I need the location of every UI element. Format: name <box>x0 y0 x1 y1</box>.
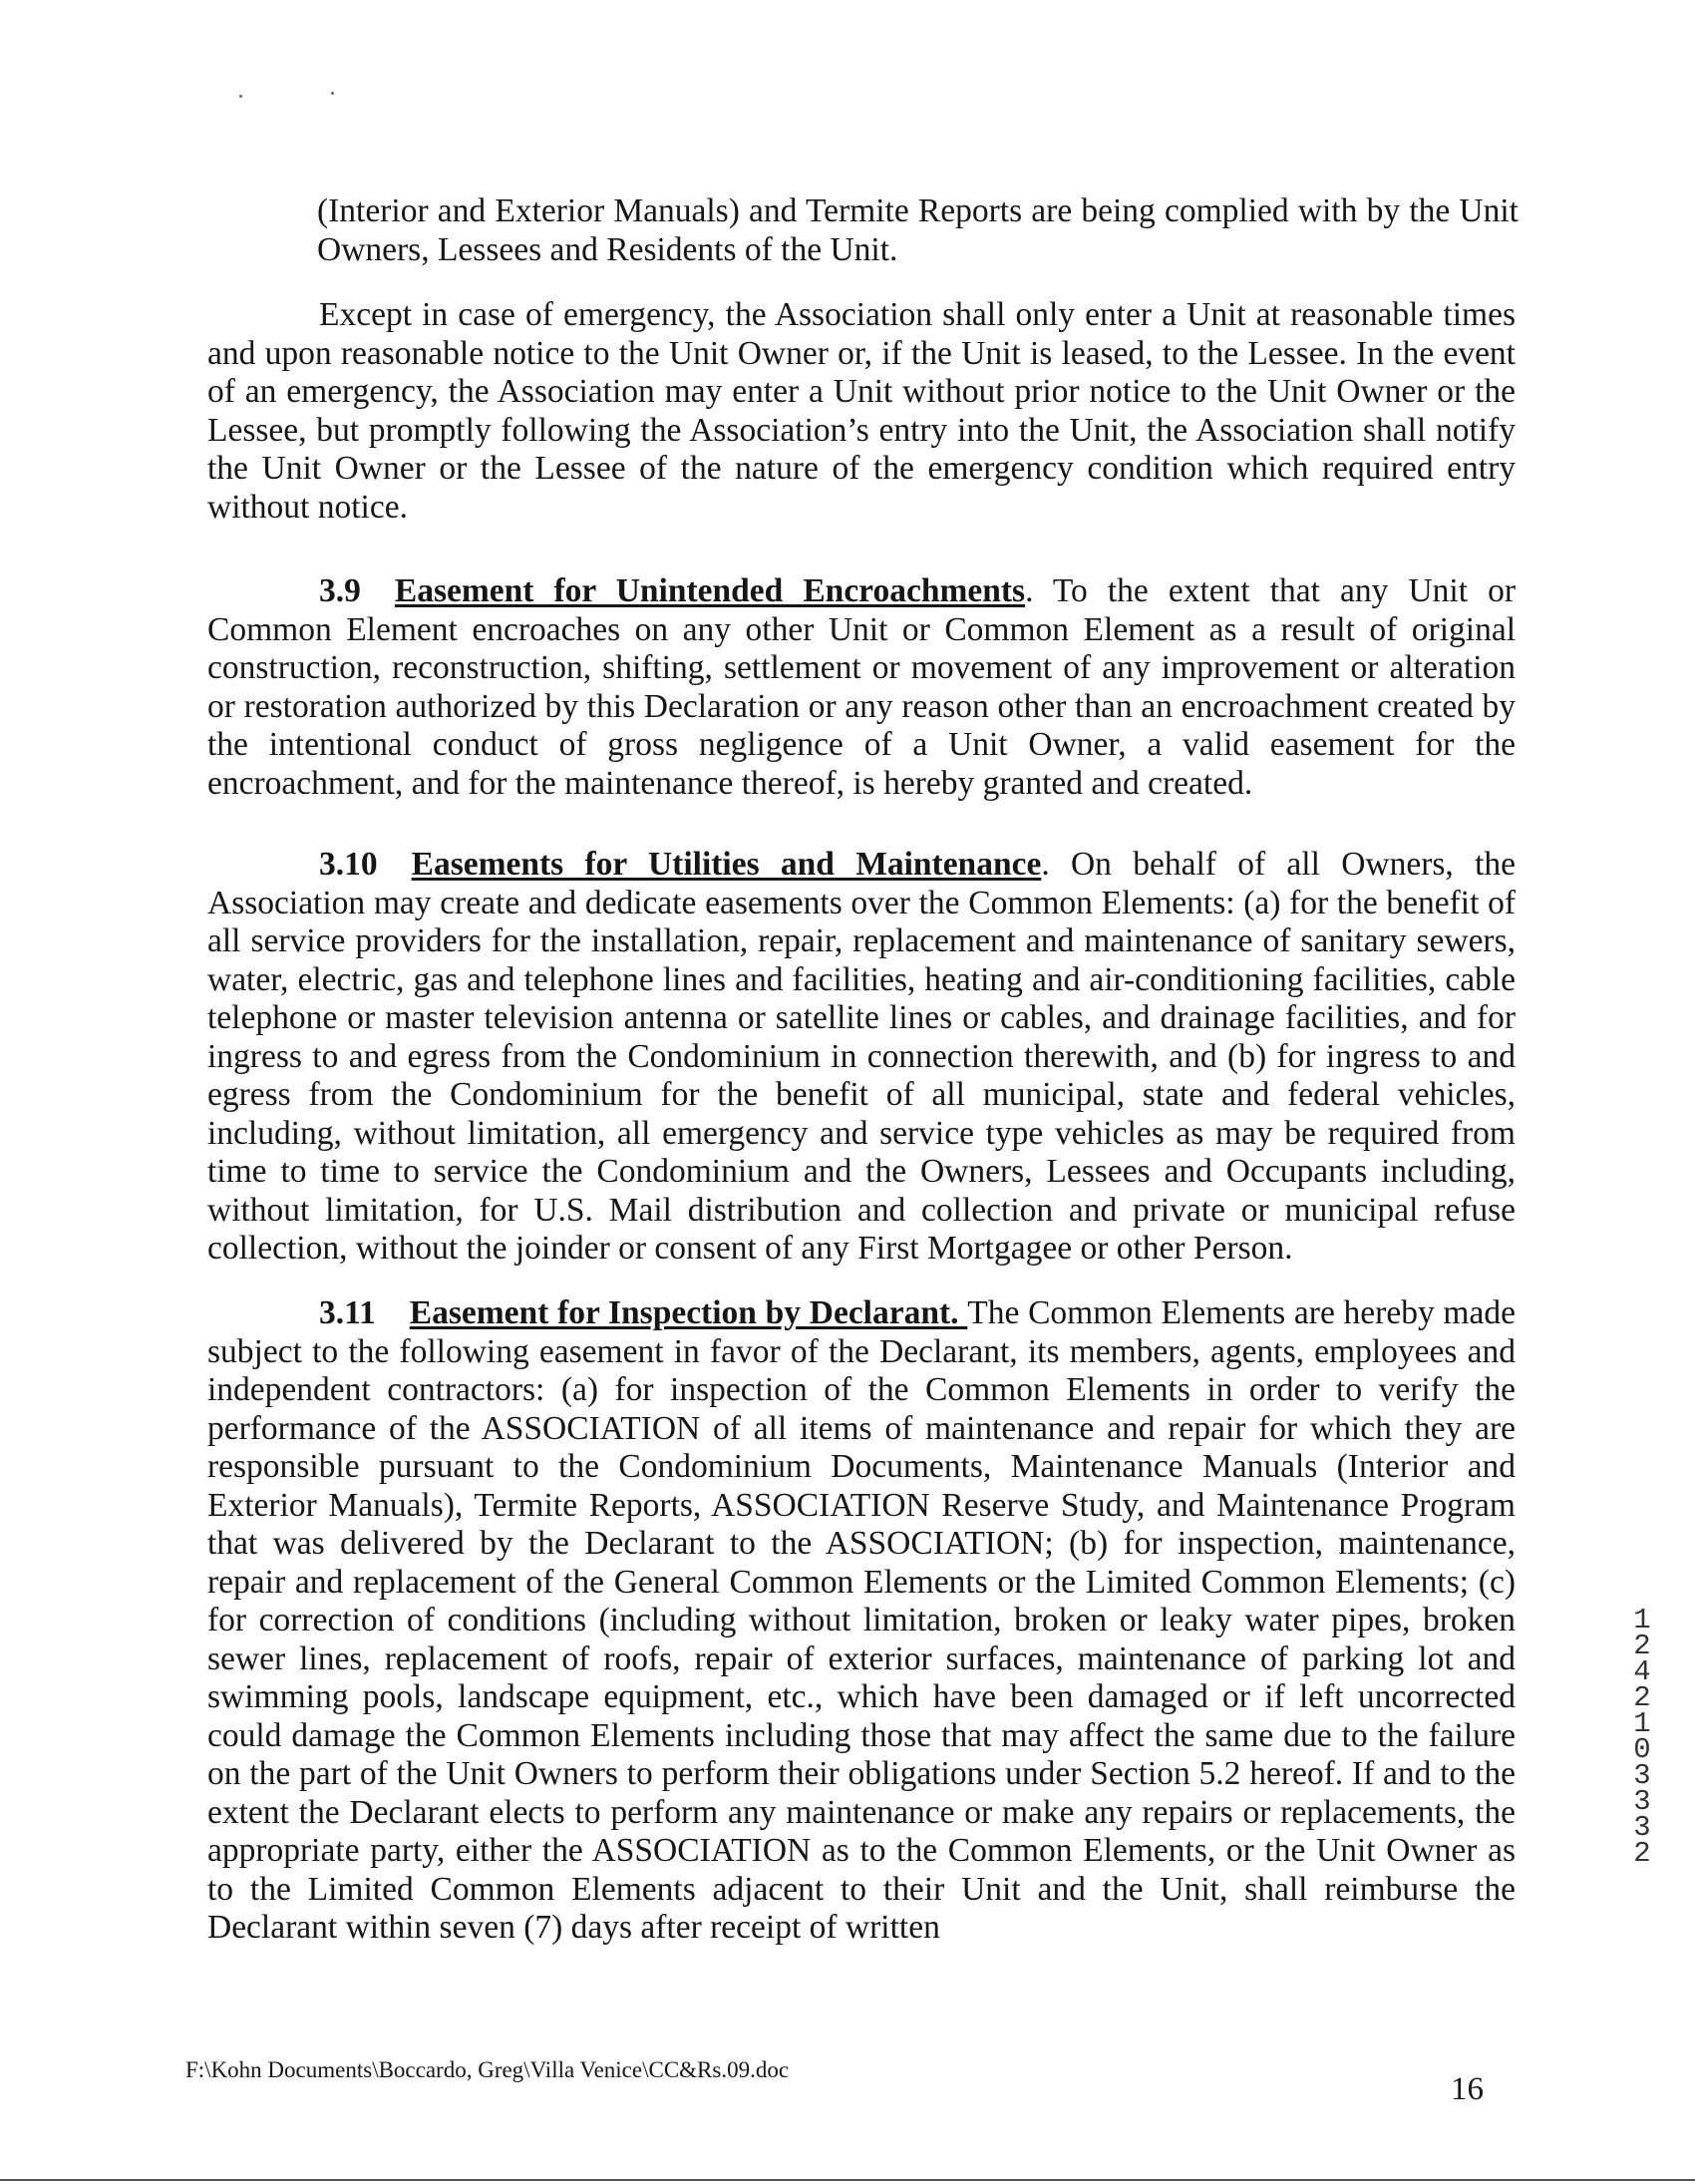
section-number: 3.10 <box>319 846 378 883</box>
section-body: . To the extent that any Unit or Common Element encroaches on any other Unit or Common Element as a result of original construction, reconstruction, shifting, settlement or movement of any improvement or alteration or restoration authorized by this Declaration or any reason other than an encroachment created by the intentional conduct of gross negligence of a Unit Owner, a valid easement for the encroachment, and for the maintenance thereof, is hereby granted and created. <box>207 572 1516 802</box>
side-stamp: 1242103332 <box>1633 1604 1651 1870</box>
section-number: 3.11 <box>319 1294 376 1331</box>
scan-speck <box>331 92 334 95</box>
section-3-9 <box>207 572 1516 803</box>
section-title: Easement for Inspection by Declarant. <box>409 1294 968 1331</box>
section-number: 3.9 <box>319 572 361 609</box>
scan-speck <box>239 95 242 98</box>
section-title: Easement for Unintended Encroachments <box>394 572 1026 609</box>
scan-edge-rule <box>0 2179 1695 2181</box>
page-number: 16 <box>1451 2071 1484 2107</box>
section-body: . On behalf of all Owners, the Association may create and dedicate easements over the Common Elements: (a) for the benefit of all service providers for the installation, repair, replacement and maintenance of sanitary sewers, water, electric, gas and telephone lines and facilities, heating and air-conditioning facilities, cable telephone or master television antenna or satellite lines or cables, and drainage facilities, and for ingress to and egress from the Condominium in connection therewith, and (b) for ingress to and egress from the Condominium for the benefit of all municipal, state and federal vehicles, including, without limitation, all emergency and service type vehicles as may be required from time to time to service the Condominium and the Owners, Lessees and Occupants including, without limitation, for U.S. Mail distribution and collection and private or municipal refuse collection, without the joinder or consent of any First Mortgagee or other Person. <box>207 846 1516 1267</box>
section-body: The Common Elements are hereby made subject to the following easement in favor of the Declarant, its members, agents, employees and independent contractors: (a) for inspection of the Common Elements in order to verify the performance of the ASSOCIATION of all items of maintenance and repair for which they are responsible pursuant to the Condominium Documents, Maintenance Manuals (Interior and Exterior Manuals), Termite Reports, ASSOCIATION Reserve Study, and Maintenance Program that was delivered by the Declarant to the ASSOCIATION; (b) for inspection, maintenance, repair and replacement of the General Common Elements or the Limited Common Elements; (c) for correction of conditions (including without limitation, broken or leaky water pipes, broken sewer lines, replacement of roofs, repair of exterior surfaces, maintenance of parking lot and swimming pools, landscape equipment, etc., which have been damaged or if left uncorrected could damage the Common Elements including those that may affect the same due to the failure on the part of the Unit Owners to perform their obligations under Section 5.2 hereof. If and to the extent the Declarant elects to perform any maintenance or make any repairs or replacements, the appropriate party, either the ASSOCIATION as to the Common Elements, or the Unit Owner as to the Limited Common Elements adjacent to their Unit and the Unit, shall reimburse the Declarant within seven (7) days after receipt of written <box>207 1294 1516 1946</box>
section-title: Easements for Utilities and Maintenance <box>411 846 1042 883</box>
emergency-paragraph: Except in case of emergency, the Association shall only enter a Unit at reasonable times and upon reasonable notice to the Unit Owner or, if the Unit is leased, to the Lessee. In the event of an emergency, the Association may enter a Unit without prior notice to the Unit Owner or the Lessee, but promptly following the Association’s entry into the Unit, the Association shall notify the Unit Owner or the Lessee of the nature of the emergency condition which required entry without notice. <box>207 296 1516 526</box>
section-3-10 <box>207 846 1516 1269</box>
section-3-11 <box>207 1294 1516 1948</box>
continuation-paragraph: (Interior and Exterior Manuals) and Termite Reports are being complied with by the Unit Owners, Lessees and Residents of the Unit. <box>317 192 1519 268</box>
footer-file-path: F:\Kohn Documents\Boccardo, Greg\Villa Venice\CC&Rs.09.doc <box>185 2057 790 2082</box>
